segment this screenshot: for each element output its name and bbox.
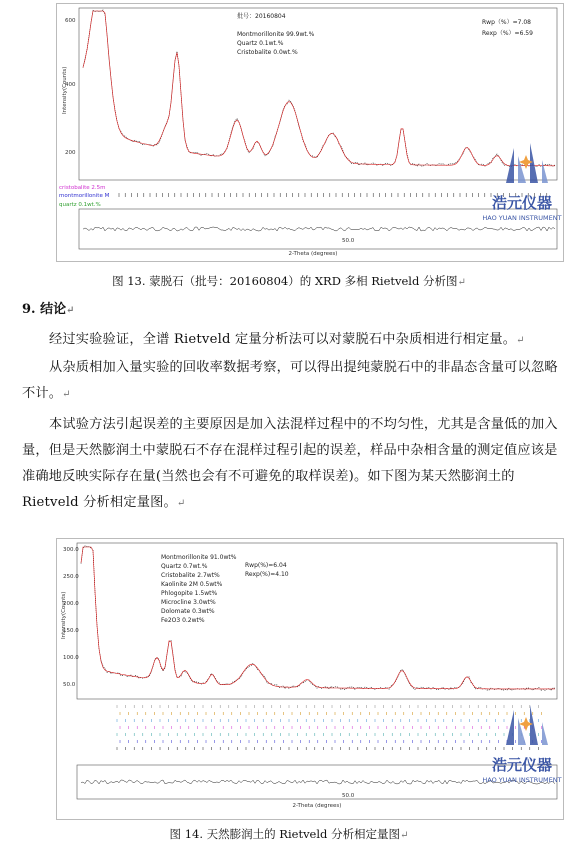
paragraph-mark: ↵ [62,389,71,400]
y-tick: 50.0 [63,682,76,688]
y-tick: 250.0 [63,574,79,580]
rwp-label: Rwp(%)=6.04 [245,562,287,569]
phase-label: Phlogopite 1.5wt% [161,590,218,597]
legend-row: cristobalite 2.5m [59,185,106,191]
rexp-label: Rexp（%）=6.59 [482,30,533,37]
phase-label: Fe2O3 0.2wt% [161,617,205,624]
paragraph-mark: ↵ [176,498,186,509]
phase-label: Cristobalite 0.0wt.% [237,49,298,56]
paragraph-text: 从杂质相加入量实验的回收率数据考察，可以得出提纯蒙脱石中的非晶态含量可以忽略不计。 [22,360,558,401]
x-axis-label: 2-Theta (degrees) [288,251,338,257]
figure-13-caption [0,273,578,289]
phase-label: Microcline 3.0wt% [161,599,216,606]
logo-mark-icon [478,700,568,786]
phase-label: Quartz 0.1wt.% [237,40,284,47]
phase-label: Dolomate 0.3wt% [161,608,215,615]
y-tick: 600 [65,18,76,24]
y-tick: 200.0 [63,601,79,607]
y-tick: 300.0 [63,547,79,553]
legend-row: montmorillonite M [59,193,110,199]
paragraph-text: 本试验方法引起误差的主要原因是加入法混样过程中的不均匀性，尤其是含量低的加入量，但是天然膨润土中蒙脱石不存在混样过程引起的误差，样品中杂相含量的测定值应该是准确地反映实际存在量(当然也会有不可避免的取样误差)。如下图为某天然膨润土的 Rietveld 分析相定量图。 [22,417,558,510]
paragraph-1 [22,327,562,354]
y-tick: 150.0 [63,628,79,634]
legend-row: quartz 0.1wt.% [59,202,101,208]
y-axis-label: Intensity(Counts) [61,591,67,639]
y-tick: 100.0 [63,655,79,661]
figure-14-caption [0,826,578,842]
section-heading [22,298,75,317]
phase-label: Cristobalite 2.7wt% [161,572,220,579]
residual-curve [83,227,555,231]
x-tick: 50.0 [342,793,355,799]
figure-13-caption-text: 图 13. 蒙脱石（批号：20160804）的 XRD 多相 Rietveld 分析图 [112,274,458,288]
rwp-label: Rwp（%）=7.08 [482,19,531,26]
paragraph-3 [22,412,562,517]
paragraph-text: 经过实验验证，全谱 Rietveld 定量分析法可以对蒙脱石中杂质相进行相定量。 [49,332,517,347]
paragraph-mark: ↵ [66,305,75,316]
haoyuan-watermark-logo [478,138,568,224]
watermark-en: HAO YUAN INSTRUMENT [482,214,562,222]
y-tick: 200 [65,150,76,156]
section-number: 9. [22,302,36,317]
y-tick: 400 [65,82,76,88]
paragraph-mark: ↵ [516,335,525,346]
paragraph-mark: ↵ [400,830,409,841]
rexp-label: Rexp(%)=4.10 [245,571,289,578]
paragraph-mark: ↵ [457,277,466,288]
calculated-pattern [81,547,555,689]
batch-label: 批号：20160804 [237,13,286,20]
haoyuan-watermark-logo [478,700,568,786]
watermark-cn: 浩元仪器 [491,756,553,774]
x-axis-label: 2-Theta (degrees) [292,803,342,809]
phase-label: Quartz 0.7wt.% [161,563,208,570]
logo-mark-icon [478,138,568,224]
phase-label: Montmorillonite 99.9wt.% [237,31,315,38]
figure-14-caption-text: 图 14. 天然膨润土的 Rietveld 分析相定量图 [169,827,401,841]
paragraph-2 [22,355,562,408]
phase-label: Kaolinite 2M 0.5wt% [161,581,223,588]
watermark-cn: 浩元仪器 [491,194,553,212]
y-axis-label: Intensity(Counts) [62,66,68,114]
section-title: 结论 [40,302,67,317]
phase-label: Montmorillonite 91.0wt% [161,554,237,561]
watermark-en: HAO YUAN INSTRUMENT [482,776,562,784]
x-tick: 50.0 [342,238,355,244]
